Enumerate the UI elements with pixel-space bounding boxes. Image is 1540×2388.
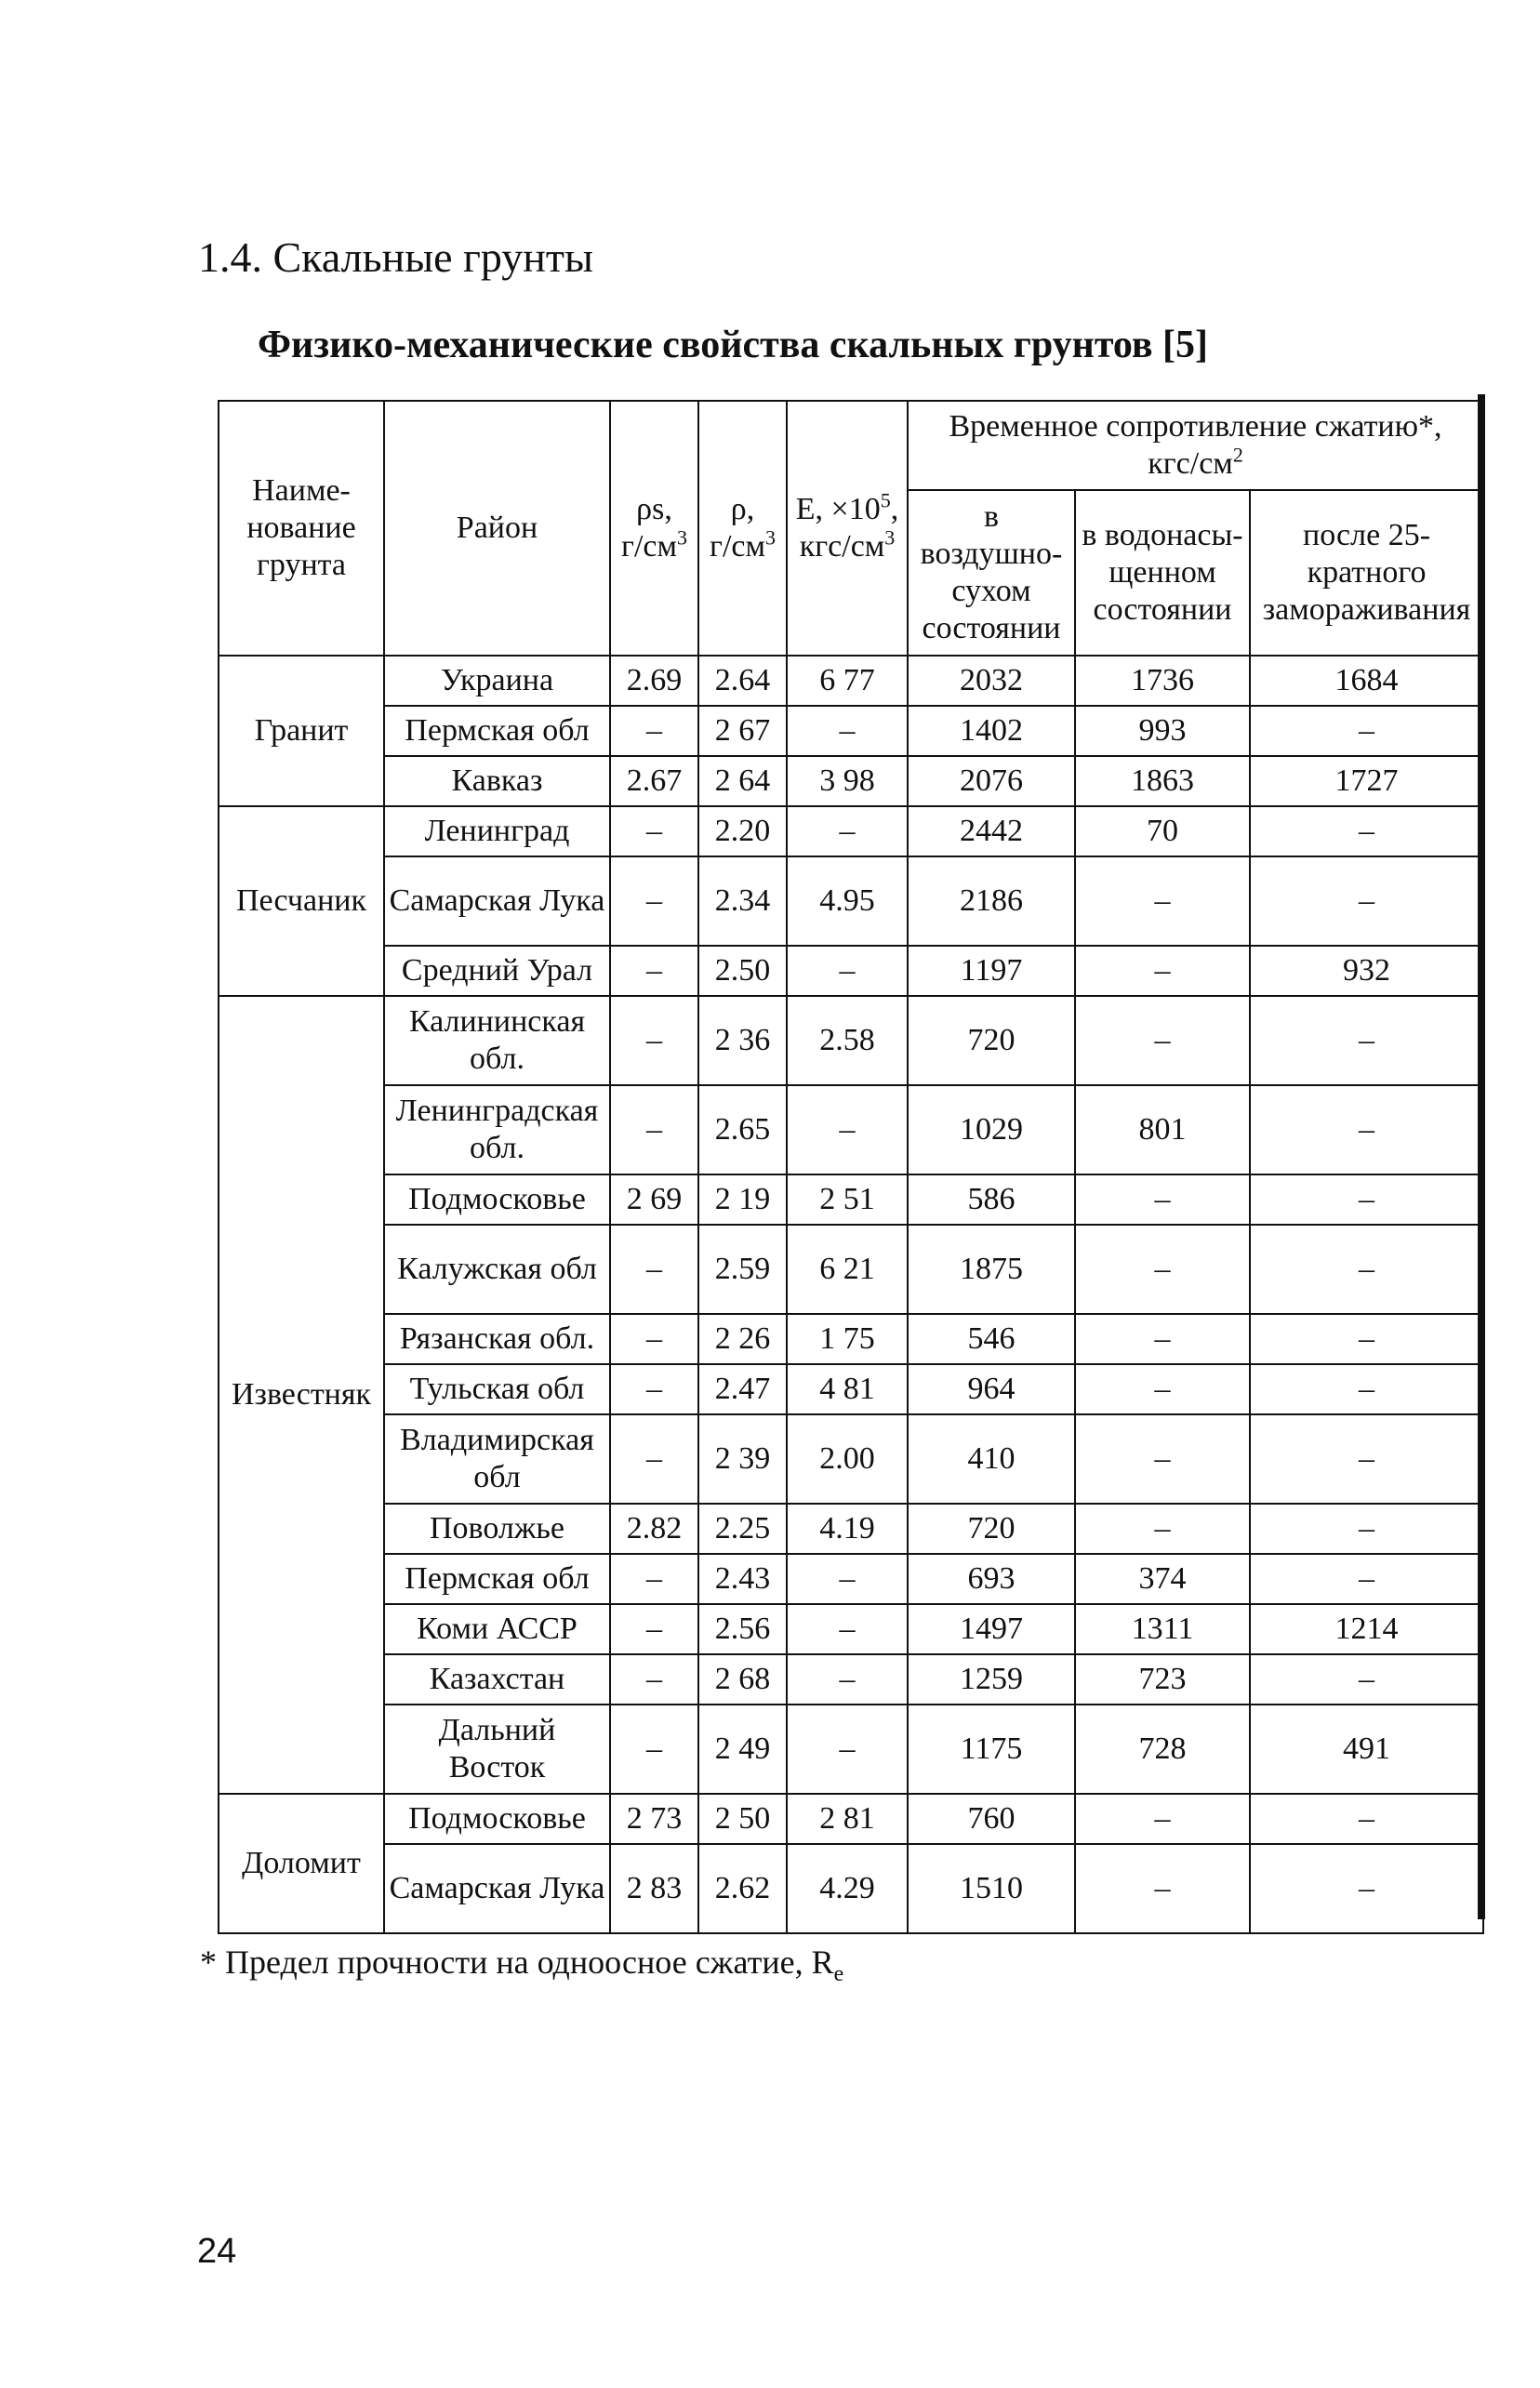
rho-s-cell: 2.82 <box>610 1504 698 1554</box>
water-saturated-cell: – <box>1075 1414 1250 1504</box>
after-freeze-cell: – <box>1250 1174 1483 1225</box>
rho-cell: 2 64 <box>698 756 787 806</box>
rho-cell: 2.59 <box>698 1225 787 1314</box>
air-dry-cell: 964 <box>908 1364 1075 1414</box>
header-e-unit: кгс/см <box>799 529 885 564</box>
table-row <box>219 1225 1483 1314</box>
region-cell: Ленинград <box>384 806 610 856</box>
air-dry-cell: 586 <box>908 1174 1075 1225</box>
header-strength <box>908 401 1483 490</box>
water-saturated-cell: – <box>1075 946 1250 996</box>
air-dry-cell: 2442 <box>908 806 1075 856</box>
region-cell: Средний Урал <box>384 946 610 996</box>
e-modulus-cell: – <box>787 1554 908 1604</box>
rho-s-cell: – <box>610 706 698 756</box>
after-freeze-cell: – <box>1250 1085 1483 1174</box>
region-cell: Рязанская обл. <box>384 1314 610 1364</box>
after-freeze-cell: 932 <box>1250 946 1483 996</box>
e-modulus-cell: 4.95 <box>787 856 908 946</box>
table-row <box>219 1414 1483 1504</box>
water-saturated-cell: 374 <box>1075 1554 1250 1604</box>
air-dry-cell: 2076 <box>908 756 1075 806</box>
e-modulus-cell: 1 75 <box>787 1314 908 1364</box>
header-soil-name: Наиме-нование грунта <box>219 401 384 656</box>
after-freeze-cell: 1684 <box>1250 656 1483 706</box>
water-saturated-cell: 1311 <box>1075 1604 1250 1654</box>
rho-cell: 2.50 <box>698 946 787 996</box>
after-freeze-cell: – <box>1250 996 1483 1085</box>
table-row <box>219 1844 1483 1933</box>
water-saturated-cell: 1736 <box>1075 656 1250 706</box>
rho-cell: 2 26 <box>698 1314 787 1364</box>
header-region: Район <box>384 401 610 656</box>
rho-s-cell: – <box>610 996 698 1085</box>
e-modulus-cell: – <box>787 1654 908 1705</box>
table-row <box>219 1314 1483 1364</box>
air-dry-cell: 1197 <box>908 946 1075 996</box>
rho-s-cell: – <box>610 1654 698 1705</box>
rho-cell: 2.64 <box>698 656 787 706</box>
region-cell: Самарская Лука <box>384 856 610 946</box>
header-e-symbol: E, ×10 <box>795 491 881 526</box>
after-freeze-cell: 491 <box>1250 1705 1483 1794</box>
table-title-text: Физико-механические свойства скальных грунтов [5] <box>257 324 1209 366</box>
rho-s-cell: 2.69 <box>610 656 698 706</box>
rho-s-cell: – <box>610 1314 698 1364</box>
header-rho-s-sup: 3 <box>677 525 687 550</box>
rho-cell: 2.47 <box>698 1364 787 1414</box>
e-modulus-cell: 3 98 <box>787 756 908 806</box>
air-dry-cell: 2186 <box>908 856 1075 946</box>
footnote-subscript: e <box>833 1962 844 1987</box>
region-cell: Дальний Восток <box>384 1705 610 1794</box>
table-row <box>219 1085 1483 1174</box>
table-row <box>219 1604 1483 1654</box>
rho-s-cell: – <box>610 1225 698 1314</box>
after-freeze-cell: – <box>1250 1654 1483 1705</box>
water-saturated-cell: – <box>1075 1225 1250 1314</box>
air-dry-cell: 546 <box>908 1314 1075 1364</box>
water-saturated-cell: – <box>1075 996 1250 1085</box>
header-rho-symbol: ρ, <box>730 491 755 526</box>
rho-cell: 2 67 <box>698 706 787 756</box>
rho-cell: 2.20 <box>698 806 787 856</box>
e-modulus-cell: – <box>787 806 908 856</box>
water-saturated-cell: – <box>1075 1844 1250 1933</box>
soil-name-cell: Гранит <box>219 656 384 806</box>
air-dry-cell: 410 <box>908 1414 1075 1504</box>
soil-name-cell: Известняк <box>219 996 384 1794</box>
rho-cell: 2 68 <box>698 1654 787 1705</box>
table-body <box>219 656 1483 1933</box>
table-row <box>219 656 1483 706</box>
rho-s-cell: – <box>610 1085 698 1174</box>
rho-s-cell: 2 73 <box>610 1794 698 1844</box>
rho-s-cell: 2.67 <box>610 756 698 806</box>
header-air-dry: в воздушно-сухом состоянии <box>908 490 1075 656</box>
rho-cell: 2 36 <box>698 996 787 1085</box>
after-freeze-cell: – <box>1250 1225 1483 1314</box>
table-row <box>219 856 1483 946</box>
water-saturated-cell: – <box>1075 1364 1250 1414</box>
e-modulus-cell: – <box>787 1604 908 1654</box>
header-rho-s-unit: г/см <box>621 529 677 564</box>
header-rho-unit: г/см <box>710 529 765 564</box>
after-freeze-cell: – <box>1250 1554 1483 1604</box>
after-freeze-cell: 1214 <box>1250 1604 1483 1654</box>
header-e-modulus: E, $\times 10^5$, кгс/$см^3$ <box>787 401 908 656</box>
footnote-text: * Предел прочности на одноосное сжатие, R <box>200 1944 834 1981</box>
section-heading: 1.4. Скальные грунты <box>198 233 593 281</box>
air-dry-cell: 720 <box>908 996 1075 1085</box>
region-cell: Подмосковье <box>384 1174 610 1225</box>
water-saturated-cell: – <box>1075 1174 1250 1225</box>
region-cell: Ленинградская обл. <box>384 1085 610 1174</box>
air-dry-cell: 1510 <box>908 1844 1075 1933</box>
air-dry-cell: 693 <box>908 1554 1075 1604</box>
air-dry-cell: 1029 <box>908 1085 1075 1174</box>
footnote <box>200 1945 843 1985</box>
rho-cell: 2.34 <box>698 856 787 946</box>
region-cell: Владимирская обл <box>384 1414 610 1504</box>
air-dry-cell: 720 <box>908 1504 1075 1554</box>
rho-cell: 2 39 <box>698 1414 787 1504</box>
after-freeze-cell: – <box>1250 1844 1483 1933</box>
after-freeze-cell: – <box>1250 856 1483 946</box>
after-freeze-cell: 1727 <box>1250 756 1483 806</box>
region-cell: Пермская обл <box>384 706 610 756</box>
e-modulus-cell: – <box>787 1705 908 1794</box>
water-saturated-cell: 728 <box>1075 1705 1250 1794</box>
air-dry-cell: 1497 <box>908 1604 1075 1654</box>
region-cell: Калужская обл <box>384 1225 610 1314</box>
after-freeze-cell: – <box>1250 1794 1483 1844</box>
rho-cell: 2.56 <box>698 1604 787 1654</box>
water-saturated-cell: – <box>1075 1314 1250 1364</box>
rho-s-cell: – <box>610 1705 698 1794</box>
table-row <box>219 706 1483 756</box>
rho-cell: 2 50 <box>698 1794 787 1844</box>
soil-name-cell: Песчаник <box>219 806 384 996</box>
region-cell: Самарская Лука <box>384 1844 610 1933</box>
e-modulus-cell: 4.19 <box>787 1504 908 1554</box>
rho-cell: 2.43 <box>698 1554 787 1604</box>
table-row <box>219 1504 1483 1554</box>
scan-edge-line <box>1478 394 1485 1919</box>
region-cell: Калининская обл. <box>384 996 610 1085</box>
header-strength-text: Временное сопротивление сжатию*, <box>949 408 1442 444</box>
header-strength-sup: 2 <box>1232 443 1243 467</box>
water-saturated-cell: 1863 <box>1075 756 1250 806</box>
e-modulus-cell: – <box>787 946 908 996</box>
table-header <box>219 401 1483 656</box>
header-rho-s-symbol: ρs, <box>636 491 672 526</box>
header-rho <box>698 401 787 656</box>
header-rho-sup: 3 <box>765 525 776 550</box>
header-e-unit-sup: 3 <box>884 525 896 550</box>
table-row <box>219 1794 1483 1844</box>
water-saturated-cell: – <box>1075 1794 1250 1844</box>
e-modulus-cell: 2.00 <box>787 1414 908 1504</box>
e-modulus-cell: 6 77 <box>787 656 908 706</box>
water-saturated-cell: – <box>1075 856 1250 946</box>
rho-s-cell: – <box>610 856 698 946</box>
after-freeze-cell: – <box>1250 1314 1483 1364</box>
table-row <box>219 1174 1483 1225</box>
region-cell: Поволжье <box>384 1504 610 1554</box>
rho-s-cell: 2 83 <box>610 1844 698 1933</box>
header-rho-s <box>610 401 698 656</box>
after-freeze-cell: – <box>1250 806 1483 856</box>
table-row <box>219 756 1483 806</box>
table-title <box>0 325 1540 365</box>
properties-table <box>218 400 1484 1934</box>
rho-s-cell: 2 69 <box>610 1174 698 1225</box>
after-freeze-cell: – <box>1250 1414 1483 1504</box>
region-cell: Подмосковье <box>384 1794 610 1844</box>
header-water-saturated: в водонасы-щенном состоянии <box>1075 490 1250 656</box>
e-modulus-cell: 2.58 <box>787 996 908 1085</box>
air-dry-cell: 2032 <box>908 656 1075 706</box>
region-cell: Казахстан <box>384 1654 610 1705</box>
soil-name-cell: Доломит <box>219 1794 384 1933</box>
air-dry-cell: 1875 <box>908 1225 1075 1314</box>
rho-s-cell: – <box>610 806 698 856</box>
rho-cell: 2.62 <box>698 1844 787 1933</box>
water-saturated-cell: 723 <box>1075 1654 1250 1705</box>
table-row <box>219 996 1483 1085</box>
air-dry-cell: 1402 <box>908 706 1075 756</box>
rho-cell: 2.65 <box>698 1085 787 1174</box>
rho-s-cell: – <box>610 1414 698 1504</box>
header-e-sup: 5 <box>880 488 891 512</box>
e-modulus-cell: – <box>787 1085 908 1174</box>
region-cell: Украина <box>384 656 610 706</box>
table-row <box>219 806 1483 856</box>
rho-s-cell: – <box>610 1554 698 1604</box>
table-row <box>219 1654 1483 1705</box>
region-cell: Пермская обл <box>384 1554 610 1604</box>
water-saturated-cell: 801 <box>1075 1085 1250 1174</box>
header-strength-unit: кгс/см <box>1148 446 1233 481</box>
air-dry-cell: 760 <box>908 1794 1075 1844</box>
after-freeze-cell: – <box>1250 1364 1483 1414</box>
after-freeze-cell: – <box>1250 1504 1483 1554</box>
e-modulus-cell: 6 21 <box>787 1225 908 1314</box>
page-number: 24 <box>197 2232 237 2271</box>
region-cell: Кавказ <box>384 756 610 806</box>
e-modulus-cell: 2 51 <box>787 1174 908 1225</box>
table-row <box>219 1554 1483 1604</box>
e-modulus-cell: – <box>787 706 908 756</box>
water-saturated-cell: – <box>1075 1504 1250 1554</box>
rho-s-cell: – <box>610 1364 698 1414</box>
e-modulus-cell: 4 81 <box>787 1364 908 1414</box>
table-row <box>219 1705 1483 1794</box>
header-after-freeze: после 25-кратного замораживания <box>1250 490 1483 656</box>
after-freeze-cell: – <box>1250 706 1483 756</box>
e-modulus-cell: 4.29 <box>787 1844 908 1933</box>
region-cell: Коми АССР <box>384 1604 610 1654</box>
air-dry-cell: 1259 <box>908 1654 1075 1705</box>
e-modulus-cell: 2 81 <box>787 1794 908 1844</box>
air-dry-cell: 1175 <box>908 1705 1075 1794</box>
rho-cell: 2 19 <box>698 1174 787 1225</box>
water-saturated-cell: 993 <box>1075 706 1250 756</box>
region-cell: Тульская обл <box>384 1364 610 1414</box>
rho-cell: 2.25 <box>698 1504 787 1554</box>
table-row <box>219 1364 1483 1414</box>
rho-cell: 2 49 <box>698 1705 787 1794</box>
water-saturated-cell: 70 <box>1075 806 1250 856</box>
table-row <box>219 946 1483 996</box>
rho-s-cell: – <box>610 1604 698 1654</box>
rho-s-cell: – <box>610 946 698 996</box>
